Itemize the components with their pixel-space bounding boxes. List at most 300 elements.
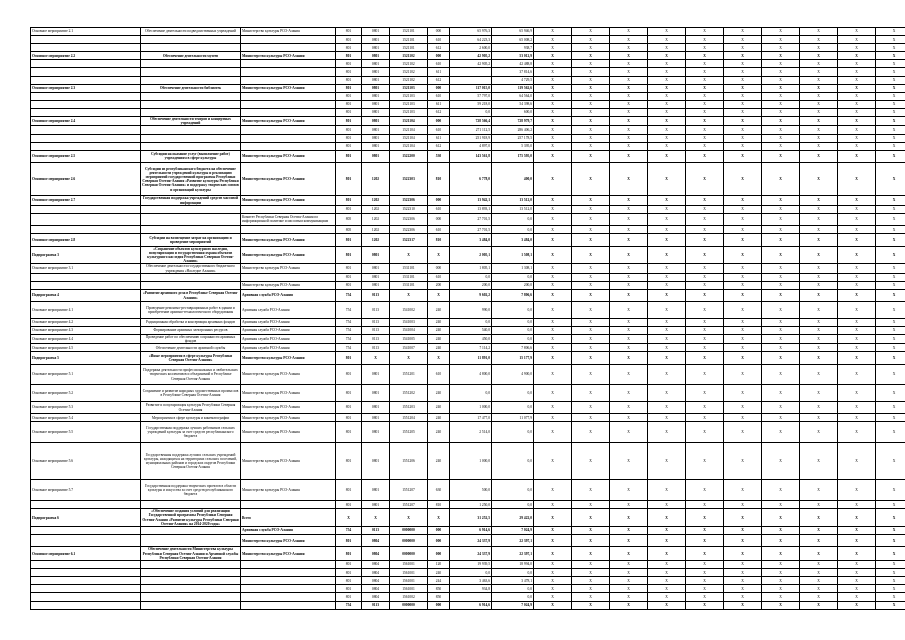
row-name-cell: Основное мероприятие 2.5 (31, 150, 141, 162)
row-description-cell: Государственная поддержка лучших сельских учреждений культуры, находящихся на территориях сельских поселений, муниципальных районов и городских округов Республики Северная Осетия-Алания (141, 442, 241, 480)
code-vr-cell: 610 (428, 36, 450, 44)
x-mark-cell: Х (610, 442, 648, 480)
code-csr-cell: 1521101 (390, 44, 428, 52)
table-row (31, 100, 905, 108)
table-row (31, 92, 905, 100)
row-name-cell: Основное мероприятие 5.1 (31, 364, 141, 385)
x-mark-cell: Х (724, 36, 762, 44)
row-executor-cell: Министерство культуры РСО-Алания (241, 535, 336, 547)
value-actual-cell: 7 806,6 (492, 344, 534, 352)
x-mark-cell: Х (686, 213, 724, 225)
row-description-cell (141, 281, 241, 289)
code-vr-cell: 611 (428, 68, 450, 76)
code-grbs-cell: 801 (336, 246, 362, 264)
x-mark-cell: Х (686, 150, 724, 162)
code-grbs-cell: 801 (336, 577, 362, 585)
x-mark-cell: Х (534, 527, 572, 535)
x-mark-cell: Х (648, 205, 686, 213)
table-row (31, 142, 905, 150)
code-rzpr-cell: 0113 (362, 302, 390, 319)
row-description-cell (141, 213, 241, 225)
value-planned-cell: 27 701,5 (450, 213, 492, 225)
x-mark-cell: Х (648, 150, 686, 162)
table-row (31, 76, 905, 84)
x-mark-cell: Х (762, 36, 800, 44)
x-mark-cell: Х (610, 117, 648, 126)
x-mark-cell: Х (800, 100, 838, 108)
code-rzpr-cell: 0801 (362, 281, 390, 289)
table-row (31, 28, 905, 36)
value-actual-cell: 257 178,5 (492, 134, 534, 142)
row-description-cell (141, 601, 241, 609)
value-actual-cell: 53 012,9 (492, 52, 534, 60)
x-mark-cell: Х (610, 326, 648, 334)
x-mark-cell: Х (724, 60, 762, 68)
code-csr-cell: 1541005 (390, 334, 428, 343)
x-mark-cell: Х (534, 60, 572, 68)
table-row (31, 364, 905, 385)
row-name-cell (31, 593, 141, 601)
x-mark-cell: Х (610, 205, 648, 213)
row-executor-cell (241, 92, 336, 100)
row-description-cell (141, 273, 241, 281)
code-rzpr-cell: 1202 (362, 226, 390, 234)
x-mark-cell: Х (800, 205, 838, 213)
x-mark-cell: Х (762, 68, 800, 76)
table-row (31, 52, 905, 60)
code-rzpr-cell: 1202 (362, 234, 390, 246)
x-mark-cell: Х (838, 92, 876, 100)
x-mark-cell: Х (686, 326, 724, 334)
x-mark-cell: Х (686, 142, 724, 150)
x-mark-cell: Х (572, 344, 610, 352)
code-csr-cell: 1521103 (390, 84, 428, 92)
code-vr-cell: 200 (428, 281, 450, 289)
x-mark-cell: Х (724, 385, 762, 402)
row-executor-cell (241, 577, 336, 585)
code-rzpr-cell: 0801 (362, 108, 390, 116)
code-csr-cell: 1522306 (390, 196, 428, 205)
row-name-cell: Основное мероприятие 2.1 (31, 28, 141, 36)
value-planned-cell: 17 477,0 (450, 414, 492, 422)
row-name-cell (31, 44, 141, 52)
code-vr-cell: 240 (428, 401, 450, 413)
x-mark-cell: Х (572, 569, 610, 577)
x-mark-cell: Х (610, 527, 648, 535)
x-mark-cell: Х (724, 509, 762, 527)
x-mark-cell: Х (876, 527, 905, 535)
x-mark-cell: Х (876, 385, 905, 402)
x-mark-cell: Х (648, 344, 686, 352)
code-vr-cell: 610 (428, 60, 450, 68)
code-vr-cell: 612 (428, 44, 450, 52)
x-mark-cell: Х (800, 535, 838, 547)
x-mark-cell: Х (800, 480, 838, 501)
x-mark-cell: Х (686, 60, 724, 68)
row-name-cell (31, 92, 141, 100)
x-mark-cell: Х (572, 28, 610, 36)
x-mark-cell: Х (572, 422, 610, 443)
x-mark-cell: Х (838, 234, 876, 246)
budget-table (30, 27, 905, 610)
code-vr-cell: 000 (428, 52, 450, 60)
x-mark-cell: Х (724, 577, 762, 585)
row-name-cell (31, 142, 141, 150)
row-name-cell (31, 213, 141, 225)
x-mark-cell: Х (762, 422, 800, 443)
x-mark-cell: Х (610, 134, 648, 142)
code-vr-cell: 610 (428, 92, 450, 100)
code-csr-cell: 1551207 (390, 480, 428, 501)
x-mark-cell: Х (762, 273, 800, 281)
x-mark-cell: Х (838, 246, 876, 264)
x-mark-cell: Х (648, 569, 686, 577)
code-grbs-cell: 754 (336, 318, 362, 326)
row-executor-cell: Министерство культуры РСО-Алания (241, 547, 336, 561)
value-planned-cell: 42 905,2 (450, 60, 492, 68)
row-name-cell: Подпрограмма 4 (31, 289, 141, 301)
code-csr-cell: 1521104 (390, 142, 428, 150)
table-row (31, 422, 905, 443)
x-mark-cell: Х (762, 100, 800, 108)
x-mark-cell: Х (800, 246, 838, 264)
code-csr-cell: 1522306 (390, 213, 428, 225)
row-executor-cell: Министерство культуры РСО-Алания (241, 52, 336, 60)
x-mark-cell: Х (572, 44, 610, 52)
x-mark-cell: Х (800, 108, 838, 116)
code-vr-cell: 240 (428, 302, 450, 319)
x-mark-cell: Х (572, 196, 610, 205)
x-mark-cell: Х (572, 547, 610, 561)
table-row (31, 84, 905, 92)
row-name-cell (31, 134, 141, 142)
code-csr-cell: Х (390, 246, 428, 264)
x-mark-cell: Х (610, 108, 648, 116)
x-mark-cell: Х (724, 593, 762, 601)
x-mark-cell: Х (762, 281, 800, 289)
x-mark-cell: Х (572, 163, 610, 196)
value-planned-cell: 7 114,2 (450, 344, 492, 352)
x-mark-cell: Х (610, 289, 648, 301)
code-vr-cell: 000 (428, 527, 450, 535)
x-mark-cell: Х (534, 601, 572, 609)
x-mark-cell: Х (572, 134, 610, 142)
x-mark-cell: Х (534, 585, 572, 593)
row-executor-cell (241, 134, 336, 142)
x-mark-cell: Х (876, 501, 905, 509)
x-mark-cell: Х (686, 108, 724, 116)
row-executor-cell (241, 601, 336, 609)
x-mark-cell: Х (724, 547, 762, 561)
code-grbs-cell: 801 (336, 117, 362, 126)
code-rzpr-cell: 0801 (362, 92, 390, 100)
row-executor-cell: Министерство культуры РСО-Алания (241, 246, 336, 264)
x-mark-cell: Х (648, 535, 686, 547)
row-executor-cell (241, 108, 336, 116)
x-mark-cell: Х (648, 84, 686, 92)
x-mark-cell: Х (762, 213, 800, 225)
table-row (31, 44, 905, 52)
row-name-cell (31, 501, 141, 509)
x-mark-cell: Х (534, 134, 572, 142)
code-rzpr-cell: 0801 (362, 480, 390, 501)
row-name-cell (31, 601, 141, 609)
code-rzpr-cell: 0804 (362, 577, 390, 585)
x-mark-cell: Х (686, 52, 724, 60)
x-mark-cell: Х (610, 36, 648, 44)
x-mark-cell: Х (686, 401, 724, 413)
x-mark-cell: Х (876, 364, 905, 385)
row-name-cell (31, 126, 141, 134)
x-mark-cell: Х (686, 577, 724, 585)
row-description-cell (141, 501, 241, 509)
value-planned-cell: 200,0 (450, 281, 492, 289)
x-mark-cell: Х (724, 527, 762, 535)
code-csr-cell: 1521101 (390, 28, 428, 36)
x-mark-cell: Х (534, 289, 572, 301)
row-name-cell (31, 226, 141, 234)
x-mark-cell: Х (648, 364, 686, 385)
x-mark-cell: Х (876, 92, 905, 100)
table-row (31, 547, 905, 561)
code-csr-cell: 1521104 (390, 117, 428, 126)
x-mark-cell: Х (686, 442, 724, 480)
row-description-cell (141, 134, 241, 142)
x-mark-cell: Х (838, 364, 876, 385)
x-mark-cell: Х (648, 585, 686, 593)
row-description-cell (141, 92, 241, 100)
x-mark-cell: Х (686, 422, 724, 443)
x-mark-cell: Х (648, 68, 686, 76)
row-name-cell: Подпрограмма 5 (31, 352, 141, 364)
x-mark-cell: Х (572, 92, 610, 100)
code-grbs-cell: 801 (336, 547, 362, 561)
code-csr-cell: 1551203 (390, 401, 428, 413)
x-mark-cell: Х (534, 414, 572, 422)
x-mark-cell: Х (800, 52, 838, 60)
x-mark-cell: Х (724, 108, 762, 116)
code-grbs-cell: 801 (336, 196, 362, 205)
value-planned-cell: 450,0 (450, 334, 492, 343)
code-grbs-cell: Х (336, 509, 362, 527)
x-mark-cell: Х (762, 44, 800, 52)
code-vr-cell: 612 (428, 76, 450, 84)
x-mark-cell: Х (534, 117, 572, 126)
row-description-cell (141, 76, 241, 84)
row-name-cell: Основное мероприятие 2.8 (31, 234, 141, 246)
row-description-cell: Мероприятия в сфере культуры и кинематографии (141, 414, 241, 422)
x-mark-cell: Х (838, 226, 876, 234)
value-actual-cell: 400,0 (492, 163, 534, 196)
x-mark-cell: Х (648, 264, 686, 273)
x-mark-cell: Х (724, 84, 762, 92)
row-executor-cell: Архивная служба РСО-Алания (241, 344, 336, 352)
x-mark-cell: Х (610, 569, 648, 577)
x-mark-cell: Х (876, 577, 905, 585)
x-mark-cell: Х (876, 117, 905, 126)
x-mark-cell: Х (762, 117, 800, 126)
value-actual-cell: 0,0 (492, 480, 534, 501)
row-name-cell: Основное мероприятие 4.2 (31, 318, 141, 326)
x-mark-cell: Х (876, 100, 905, 108)
row-description-cell (141, 569, 241, 577)
code-rzpr-cell: 0804 (362, 569, 390, 577)
x-mark-cell: Х (800, 76, 838, 84)
code-rzpr-cell: 0801 (362, 76, 390, 84)
x-mark-cell: Х (762, 535, 800, 547)
x-mark-cell: Х (534, 108, 572, 116)
row-description-cell: Государственная поддержка учреждений средств массовой информации (141, 196, 241, 205)
row-description-cell: Обеспечение деятельности подведомственных учреждений (141, 28, 241, 36)
value-actual-cell: 0,0 (492, 334, 534, 343)
code-rzpr-cell: 0804 (362, 535, 390, 547)
x-mark-cell: Х (876, 150, 905, 162)
code-vr-cell: 000 (428, 601, 450, 609)
x-mark-cell: Х (610, 76, 648, 84)
code-vr-cell: 244 (428, 577, 450, 585)
table-row (31, 344, 905, 352)
x-mark-cell: Х (876, 480, 905, 501)
x-mark-cell: Х (838, 273, 876, 281)
x-mark-cell: Х (876, 196, 905, 205)
x-mark-cell: Х (572, 36, 610, 44)
value-planned-cell: 31 252,5 (450, 509, 492, 527)
value-actual-cell: 65 946,9 (492, 28, 534, 36)
x-mark-cell: Х (876, 289, 905, 301)
code-csr-cell: 1561002 (390, 593, 428, 601)
x-mark-cell: Х (686, 76, 724, 84)
x-mark-cell: Х (762, 577, 800, 585)
x-mark-cell: Х (762, 84, 800, 92)
row-name-cell: Основное мероприятие 5.4 (31, 414, 141, 422)
x-mark-cell: Х (686, 585, 724, 593)
row-description-cell: Государственная поддержка лучших работников сельских учреждений культуры за счет средств республиканского бюджета (141, 422, 241, 443)
x-mark-cell: Х (534, 226, 572, 234)
value-actual-cell: 11 077,9 (492, 414, 534, 422)
value-planned-cell: 0,0 (450, 318, 492, 326)
row-executor-cell: Министерство культуры РСО-Алания (241, 28, 336, 36)
x-mark-cell: Х (762, 134, 800, 142)
value-planned-cell: 13 942,1 (450, 196, 492, 205)
x-mark-cell: Х (572, 527, 610, 535)
code-grbs-cell: 801 (336, 92, 362, 100)
x-mark-cell: Х (876, 326, 905, 334)
x-mark-cell: Х (724, 569, 762, 577)
x-mark-cell: Х (724, 226, 762, 234)
row-executor-cell: Министерство культуры РСО-Алания (241, 163, 336, 196)
code-vr-cell: 610 (428, 273, 450, 281)
x-mark-cell: Х (648, 52, 686, 60)
x-mark-cell: Х (534, 593, 572, 601)
code-grbs-cell: 801 (336, 36, 362, 44)
code-grbs-cell: 801 (336, 134, 362, 142)
x-mark-cell: Х (572, 318, 610, 326)
row-description-cell: «Обеспечение создания условий для реализации Государственной программы Республики Северная Осетия-Алания «Развитие культуры Республики Северная Осетия-Алания» на 2014-2020 годы» (142, 509, 239, 526)
x-mark-cell: Х (838, 36, 876, 44)
x-mark-cell: Х (534, 84, 572, 92)
x-mark-cell: Х (838, 385, 876, 402)
x-mark-cell: Х (534, 126, 572, 134)
x-mark-cell: Х (800, 318, 838, 326)
x-mark-cell: Х (876, 344, 905, 352)
row-executor-cell: Архивная служба РСО-Алания (241, 289, 336, 301)
x-mark-cell: Х (610, 561, 648, 569)
table-row (31, 60, 905, 68)
x-mark-cell: Х (648, 509, 686, 527)
table-row (31, 213, 905, 225)
row-name-cell (31, 561, 141, 569)
code-csr-cell: 1521102 (390, 76, 428, 84)
row-executor-cell: Министерство культуры РСО-Алания (241, 150, 336, 162)
row-executor-cell: Министерство культуры РСО-Алания (241, 264, 336, 273)
x-mark-cell: Х (534, 142, 572, 150)
row-executor-cell (241, 593, 336, 601)
x-mark-cell: Х (800, 344, 838, 352)
code-vr-cell: 120 (428, 561, 450, 569)
x-mark-cell: Х (838, 593, 876, 601)
x-mark-cell: Х (838, 134, 876, 142)
x-mark-cell: Х (572, 76, 610, 84)
code-vr-cell: 610 (428, 364, 450, 385)
code-rzpr-cell: 0113 (362, 344, 390, 352)
x-mark-cell: Х (648, 601, 686, 609)
x-mark-cell: Х (610, 52, 648, 60)
x-mark-cell: Х (838, 535, 876, 547)
row-description-cell: Поддержка деятельности профессиональных и любительских творческих коллективов и объединений в Республике Северная Осетия-Алания (141, 364, 241, 385)
code-rzpr-cell: 0113 (362, 326, 390, 334)
x-mark-cell: Х (800, 326, 838, 334)
x-mark-cell: Х (648, 577, 686, 585)
row-description-cell: Обеспечение деятельности театров и концертных учреждений (141, 117, 241, 126)
x-mark-cell: Х (724, 76, 762, 84)
x-mark-cell: Х (572, 385, 610, 402)
code-rzpr-cell: 0113 (362, 527, 390, 535)
value-planned-cell: 0,0 (450, 569, 492, 577)
x-mark-cell: Х (610, 150, 648, 162)
x-mark-cell: Х (724, 281, 762, 289)
value-planned-cell: 2 005,1 (450, 246, 492, 264)
x-mark-cell: Х (572, 52, 610, 60)
x-mark-cell: Х (534, 577, 572, 585)
x-mark-cell: Х (610, 273, 648, 281)
table-row (31, 150, 905, 162)
x-mark-cell: Х (876, 264, 905, 273)
row-description-cell: Сохранение и развитие народных художественных промыслов в Республике Северная Осетия-Алания (141, 385, 241, 402)
x-mark-cell: Х (724, 422, 762, 443)
code-csr-cell: 1551207 (390, 501, 428, 509)
x-mark-cell: Х (838, 509, 876, 527)
code-csr-cell: 1541002 (390, 302, 428, 319)
x-mark-cell: Х (686, 509, 724, 527)
value-actual-cell: 4 900,0 (492, 364, 534, 385)
row-executor-cell (241, 142, 336, 150)
code-csr-cell: 1522306 (390, 226, 428, 234)
x-mark-cell: Х (610, 84, 648, 92)
x-mark-cell: Х (838, 585, 876, 593)
x-mark-cell: Х (534, 246, 572, 264)
code-csr-cell: 0000000 (390, 601, 428, 609)
x-mark-cell: Х (572, 585, 610, 593)
x-mark-cell: Х (838, 84, 876, 92)
code-grbs-cell: 805 (336, 226, 362, 234)
table-row (31, 527, 905, 535)
x-mark-cell: Х (610, 126, 648, 134)
value-actual-cell: 7 806,6 (492, 289, 534, 301)
row-executor-cell (241, 585, 336, 593)
x-mark-cell: Х (800, 134, 838, 142)
code-vr-cell: 240 (428, 385, 450, 402)
x-mark-cell: Х (838, 601, 876, 609)
